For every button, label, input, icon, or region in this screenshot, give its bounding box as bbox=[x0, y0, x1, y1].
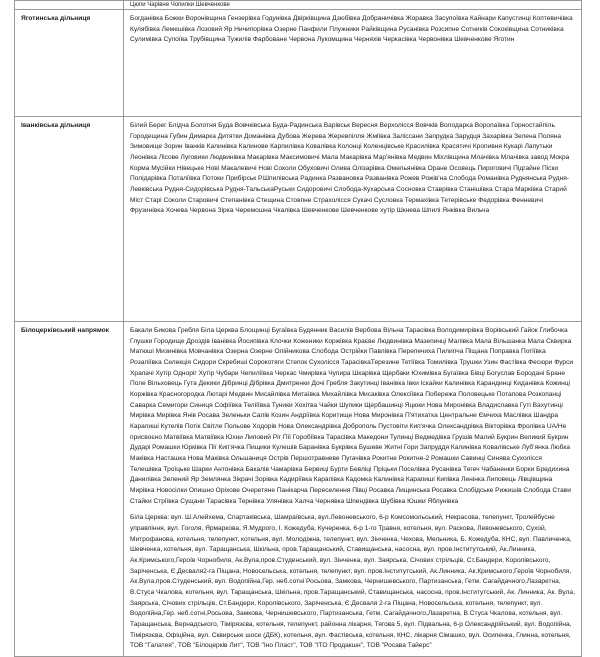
settlements-text: Цюпи Чарівне Чопилки Шевченкове bbox=[130, 2, 230, 8]
settlements-text: Білий Берег Блідча Болотня Буда Вовчківська Буда-Радинська Варівськ Вересня Верхолісся Вовчків Володарка Воропаївка Горностайпіль Городещина Губин Димарка Дитятки Доманівка Дубова Жерева Жеревпілля Жміївка Заліссани Запрудка Зарудця Захарівка Зелена Поляна Зимовище Зорин Іванків Калинівка Калинове Карпилівка Ковалівка Колонці Коленцівське Красилівка Красятичі Кропивня Кукарі Лапутьки Леонівка Лісове Луговики Людвинівка Макарівка Максимовичі Мала Макарівка Мар'янівка Медвин Міхлівщина Млачівка Млачівка завод Мокра Корма Мусійки Нівецьке Нові Макалевичі Нові Соколи Обуховичі Олива Олізарівка Омельянівка Оране Осовець Пироговичі Підгайне Піски Полідарівка Поталіївка Потоки Прибірськ Р.Шпилівська Радинка Развановка Разванівка Рожев Рожів'на Слобода Романівка Руднянська Рудня-Левківська Рудня-Сидорівська Рудня-ТальськаРуськи Сидоровичі Слобода-Кухарська Сосновка Ставрівка Станішівка Стара Марківка Старий Міст Старі Соколи Старовичі Степанівка Стещина Стовпне Страхолісся Сукачі Сусловка Термахівка Тетерівське Федорівка Фенневичі Фрузинівка Хочева Червона Зірка Черемошна Чкалівка Шевченкове Шевченкове хутір Шкнева Шпилі Янківка Вильча bbox=[130, 122, 570, 215]
settlements-text: Богданівка Божки Воронівщина Гензерівка Годунівка Двірківщина Дзюбівка Добраничівка Жоравка Засупоївка Кайнари Капустинці Коптевичівка Кулябівка Лемешівка Лозовий Яр Ничипорівка Озерне Панфили Плужники Райківщина Русанівка Розсипне Сотників Сококівщина Сотниківка Сулимівка Супоїва Трубівщина Тужилів Фарбоване Червона Лукомщина Черняхів Черкасівка Червонівка Шевченкове Яготин bbox=[130, 15, 573, 44]
settlements-text: Бакали Бикова Гребля Біла Церква Блощинці Бугаївка Будянник Василів Вербова Вільна Тарасівка Володимирівка Ворівський Гайок Глибочка Глушки Городище Дроздів Іванівка Йосипівка Клочки Коженики Коржівка Краєве Людвинівка Мазепинці Малівка Мала Вільшанка Мала Сквирка Матюші Мизинівка Мовчанівка Озерна Озерне Олійникова Слобода Острійки Павлівка Перепечиха Пилипча Піщана Поправка Потіївка Розаліївка Селекція Сидори Скребиші Сорокотяги Степок Сухолісся ТарасівкаТерезине Тетіївка Томилівка Трушки Узин Фастівка Фесюри Фурси Храпачі Хутір Одноріг Хутір Чубари Чепиліївка Черкас Чмирівка Чупира Шкарівка Щербаки Юхимівка Бугаївка Бівці Богуслав Бородані Бране Поле Вільховець Гута Декики Дібринці Дібрівка Дмитренки Дочі Гребля Закутинці Іванівка Івки Іскайки Калинівка Карандинці Киданівка Кожинці Коржівка Красногородка Лютарі Медвин Мисайлівка Митаївка Михайлівка Мисаківка Олексіївка Побережа Половецьке Потапова Розкопанці Саварка Семигори Синиця Софіївка Теліїївка Туники Хохітва Чайки Шупики Щербашинці Яцюки Нова Миронівка Владиславка Гуті Вахутинці Мирівка Мирівка Янів Росава Зеленьки Салів Козин Андріївка Коритище Нова Миронівка П'ятихатка Центральне Ємчиха Маслівка Шандра Карапиші Кутелів Потік Світле Польове Ходорів Нова Олександрівка Доброполь Пустовіти Кип'ячка Олександрівка Вікторівка Фролівка UA/Не присвоєно Матвіївка Матвіївка Юхни Липовий Ріг Пії Горобіївка Тарасівка Македони Тулинці Ведмедівка Грушів Малий Букрин Великий Букрин Дударі Ромашки Юрківка Пії Кип'ячка Пищики Кулешів Баранівка Букрівка Бушеве Житні Гори Запруддя Калинівка Ковалівське Лубʼянка Любка Маківка Насташка Нова Маківка Ольшаниця Острів Першотравневе Пугачівка Рокитне Рокитне-2 Ромашки Савинці Синява Сухолісся Телешівка Троїцьке Шарки Антонівка Бакалів Чамарівка Бервиці Бурти Бевліці Пріцьки Поселівка Русанівка Тегеч Чабаненки Борки Бредихина Данилівка Зелений Яр Землянка Зікрачі Зорівка Кадиріївка Карапівка Кадомка Калинівка Карапиші Кипівка Ленінка Липовець Лівцівщина Мирівка Новосілки Опишно Оріхове Очеретяне Панікарча Переселення Півці Росавка Лищинська Росавка Слобідське Рижишів Слобода Стави Стайки Стріївка Сущани Тарасівка Тернівка Улянівка Халча Чернявка Шпендівка Шубівка Юшки Яблунівка bbox=[130, 327, 574, 505]
row-content bbox=[124, 10, 582, 117]
row-content bbox=[124, 322, 582, 657]
row-label: Іванківська дільниця bbox=[15, 117, 124, 322]
row-label: Яготинська дільниця bbox=[15, 10, 124, 117]
row-label bbox=[15, 1, 124, 10]
table-row bbox=[15, 322, 582, 657]
streets-text: Біла Церква: вул. Ш.Алейхема, Спартаківська, Шамраївська, вул.Левоневського, 6-р Комсомольський, Некрасова, телепункт, Тролейбусне управління, вул. Гоголя, Ярмаркова, Я.Мудрого, І. Кожедуба, Кучеренка, 6-р 1-го Травня, котельня, вул. Раскова, Левоневського, Сухой, Митрофанова, котельня, телепункт, котельня, вул. Молодіжна, телепункт, вул. Зінченка, Чехова, Мельника, Б. Кожедуба, КНС, вул. Павличенка, Шевченка, котельня, вул. Таращанська, Шкільна, пров.Таращанський, Ставищанська, насосна, вул. пров.Інститутський, Ак.Линника, Ак.Кримського,Героїв Чорнобиля, Ак.Вула,пров.Студенський, вул. Зінченка, вул. Заярська, Січових стрільців, Ст.Бандери, Королівського, Заріченська, Є.Десваля2-га Піщана, Новосельська, котельня, телепункт, вул. пров.Інститутський, Ак.Линника, Ак.Кримського,Героїв Чорнобиля, Ак.Вула,пров.Студенський, вул. Водопійна,Гер. неб.сотні Росьова, Замкова, Чернишевського, Партизанська, Гетм. Сагайдачного,Лазаретна, В.Стуса Чкалова, котельня, вул. Таращанська, Шкільна, пров.Таращанський, Ставищанська, насосна, пров.Інститутський, Ак. Линника, Ак. Вула, Заярська, Січових стрільців, Ст.Бандери, Королівського, Заріченська, Є.Десваля 2-га Піщана, Новосельська, котельня, телепункт, вул. Водопійна,Гер. неб.сотні,Росьова, Замкова, Чернишевського, Партизанська, Гетм. Сагайдачного,Лазаретна, В.Стуса Чкалова, котельня, вул. Таращанська, Вернадського, Тімірязєва, котельня, телепункт, районна лікарня, Тягова 5, вул. Підвальна, 6-р Олександрійський, вул. Водопійна, Тімірязєва, Офіційна, вул. Сквирське шосе (ДБК), котельня, вул. Фастівська, котельня, КНС, лікарня Сімашко, вул. Осипенка, Глинна, котельня, ТОВ "Галатея", ТОВ "Білоцерків Лит", ТОВ "Іно Пласт", ТОВ "ІТО Продакшн", ТОВ "Росава Тайерс" bbox=[130, 514, 575, 650]
districts-table bbox=[14, 0, 582, 657]
row-content bbox=[124, 117, 582, 322]
table-row bbox=[15, 117, 582, 322]
row-content bbox=[124, 1, 582, 10]
table-row bbox=[15, 1, 582, 10]
table-row bbox=[15, 10, 582, 117]
row-label: Білоцерківський напрямок bbox=[15, 322, 124, 657]
